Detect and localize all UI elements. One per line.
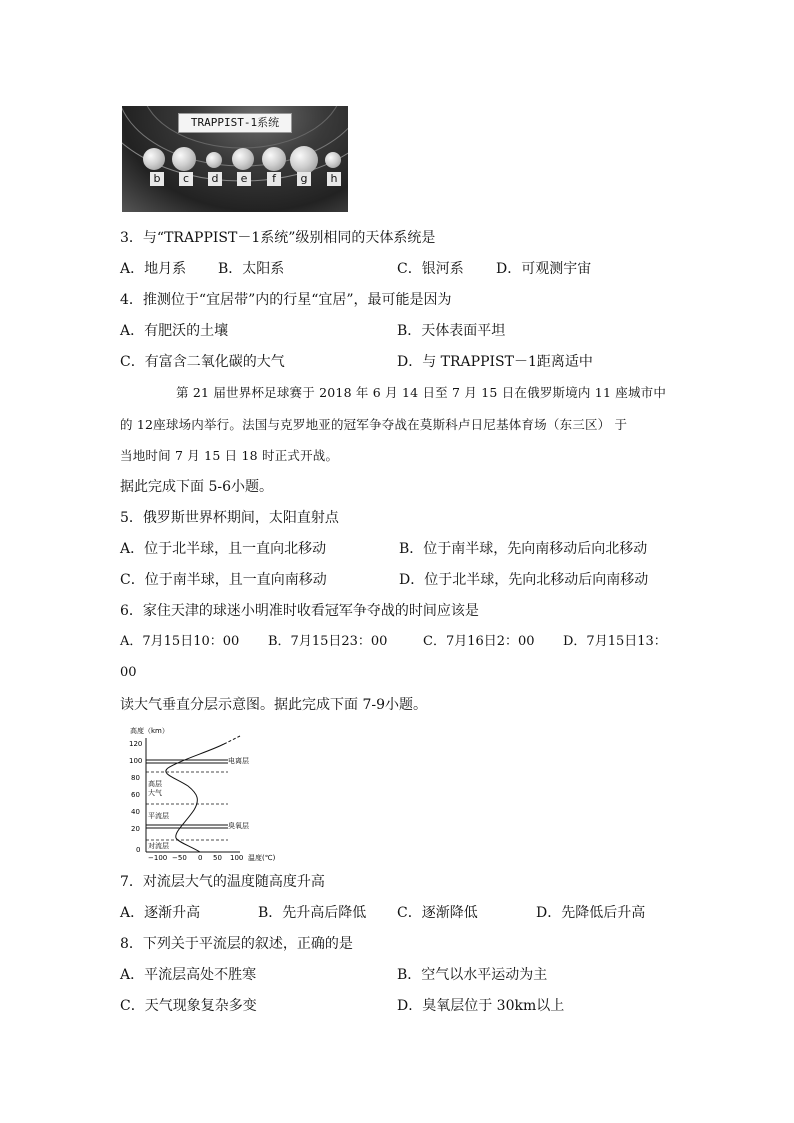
trappist-figure [122, 106, 348, 212]
q3-option-c: C．银河系 [397, 261, 464, 277]
figure-title: TRAPPIST-1系统 [178, 113, 292, 133]
q6-option-d: D．7月15日13： [563, 634, 667, 649]
q8-option-a: A．平流层高处不胜寒 [120, 967, 257, 983]
y-tick-120: 120 [129, 740, 143, 748]
q5-option-d: D．位于北半球，先向北移动后向南移动 [399, 572, 649, 588]
y-tick-60: 60 [131, 791, 140, 799]
ionosphere-label: 电离层 [228, 757, 249, 765]
q7-option-a: A．逐渐升高 [120, 905, 201, 921]
question-6-stem: 6．家住天津的球迷小明准时收看冠军争夺战的时间应该是 [120, 603, 479, 619]
planet-label-g: g [297, 172, 311, 186]
x-tick-m50: −50 [172, 854, 187, 862]
troposphere-label: 对流层 [148, 842, 169, 850]
passage-line-1: 第 21 届世界杯足球赛于 2018 年 6 月 14 日至 7 月 15 日在俄罗斯境内 11 座城市中 [176, 385, 667, 400]
planet-label-d: d [208, 172, 222, 186]
planet-label-b: b [150, 172, 164, 186]
x-tick-m100: −100 [148, 854, 168, 862]
q7-option-d: D．先降低后升高 [536, 905, 646, 921]
q4-option-d: D．与 TRAPPIST－1距离适中 [397, 354, 593, 370]
q4-option-a: A．有肥沃的土壤 [120, 323, 229, 339]
x-tick-100: 100 [230, 854, 244, 862]
q3-option-b: B．太阳系 [218, 261, 285, 277]
atmosphere-layer-diagram [128, 724, 288, 864]
q3-option-d: D．可观测宇宙 [496, 261, 592, 277]
planet-d [206, 152, 222, 168]
y-tick-40: 40 [131, 808, 140, 816]
passage-intro: 据此完成下面 5-6小题。 [120, 479, 273, 495]
upper-atmosphere-label-1: 高层 [148, 780, 162, 788]
stratosphere-label: 平流层 [148, 812, 169, 820]
question-3-stem: 3．与“TRAPPIST－1系统”级别相同的天体系统是 [120, 230, 436, 246]
planet-label-e: e [237, 172, 251, 186]
x-axis-title: 温度(℃) [248, 854, 276, 862]
planet-e [232, 148, 254, 170]
planet-label-f: f [267, 172, 281, 186]
y-tick-0: 0 [136, 846, 141, 854]
planet-f [262, 147, 286, 171]
q8-option-b: B．空气以水平运动为主 [397, 967, 548, 983]
q6-option-b: B．7月15日23：00 [268, 634, 388, 649]
y-axis-title: 高度（km） [130, 727, 169, 735]
passage-line-2: 的 12座球场内举行。法国与克罗地亚的冠军争夺战在莫斯科卢日尼基体育场（东三区） 于 [120, 417, 628, 432]
q3-option-a: A．地月系 [120, 261, 187, 277]
planet-label-h: h [327, 172, 341, 186]
x-tick-50: 50 [213, 854, 222, 862]
question-5-stem: 5．俄罗斯世界杯期间，太阳直射点 [120, 510, 339, 526]
section-intro-7-9: 读大气垂直分层示意图。据此完成下面 7-9小题。 [120, 697, 427, 713]
q5-option-c: C．位于南半球，且一直向南移动 [120, 572, 327, 588]
y-tick-20: 20 [131, 825, 140, 833]
q6-option-d-wrap: 00 [120, 665, 137, 680]
planet-label-c: c [179, 172, 193, 186]
y-tick-80: 80 [131, 774, 140, 782]
passage-line-3: 当地时间 7 月 15 日 18 时正式开战。 [120, 448, 339, 463]
planet-g [290, 146, 318, 174]
q7-option-c: C．逐渐降低 [397, 905, 478, 921]
q8-option-d: D．臭氧层位于 30km以上 [397, 998, 565, 1014]
ozone-layer-label: 臭氧层 [228, 822, 249, 830]
x-tick-0: 0 [198, 854, 203, 862]
q6-option-a: A．7月15日10：00 [120, 634, 240, 649]
planet-b [143, 148, 165, 170]
q5-option-a: A．位于北半球，且一直向北移动 [120, 541, 327, 557]
y-tick-100: 100 [129, 757, 143, 765]
question-7-stem: 7．对流层大气的温度随高度升高 [120, 874, 325, 890]
question-4-stem: 4．推测位于“宜居带”内的行星“宜居”，最可能是因为 [120, 292, 452, 308]
upper-atmosphere-label-2: 大气 [148, 789, 162, 797]
q8-option-c: C．天气现象复杂多变 [120, 998, 257, 1014]
q4-option-b: B．天体表面平坦 [397, 323, 506, 339]
q4-option-c: C．有富含二氧化碳的大气 [120, 354, 285, 370]
temperature-curve-extension [224, 736, 240, 744]
question-8-stem: 8．下列关于平流层的叙述，正确的是 [120, 936, 353, 952]
q6-option-c: C．7月16日2：00 [423, 634, 535, 649]
planet-c [172, 147, 196, 171]
planet-h [325, 152, 341, 168]
q5-option-b: B．位于南半球，先向南移动后向北移动 [399, 541, 648, 557]
q7-option-b: B．先升高后降低 [258, 905, 367, 921]
